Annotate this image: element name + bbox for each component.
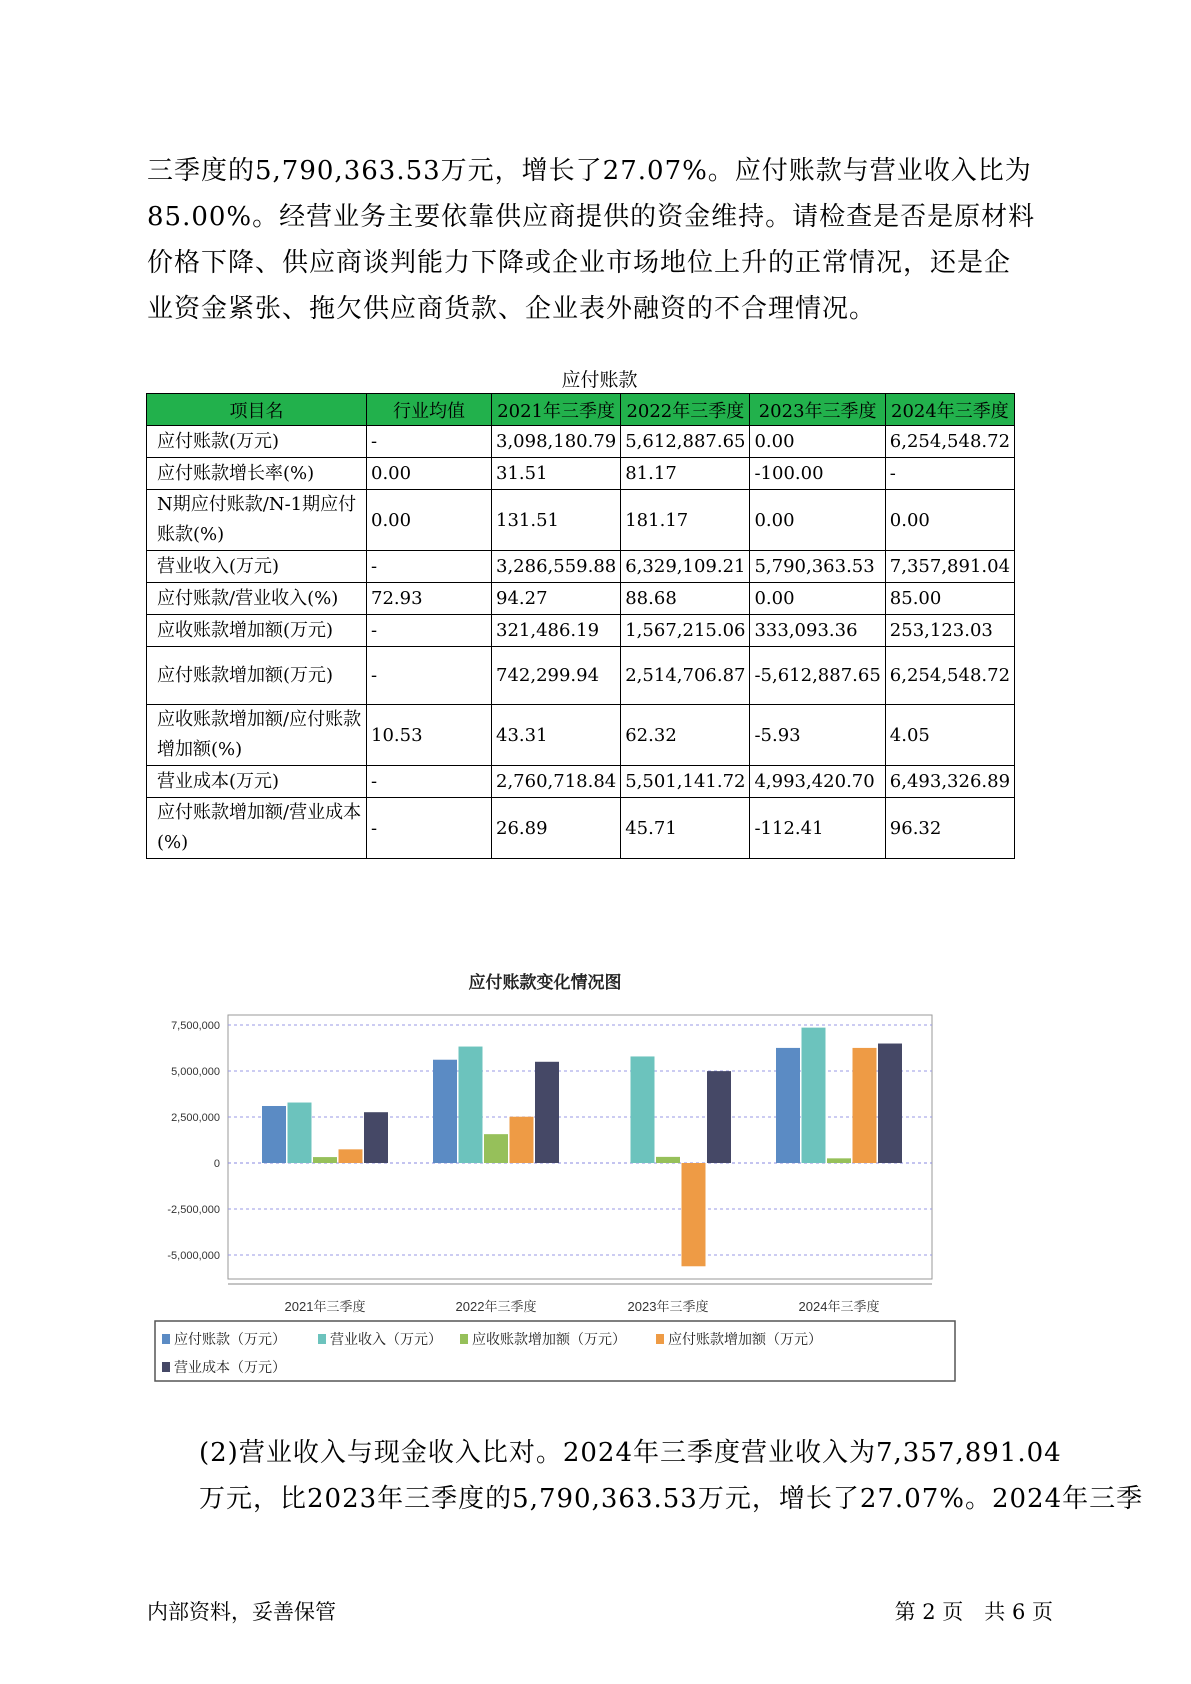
y-tick-label: 0	[213, 1158, 220, 1170]
table-cell: 2,760,718.84	[492, 766, 621, 798]
table-cell: 3,098,180.79	[492, 426, 621, 458]
table-cell: 85.00	[885, 583, 1014, 615]
table-cell: 5,790,363.53	[750, 551, 885, 583]
payables-chart	[150, 945, 960, 1375]
table-cell: 0.00	[885, 490, 1014, 551]
chart-svg	[150, 945, 960, 1375]
bar	[776, 1048, 800, 1163]
table-cell: 4.05	[885, 705, 1014, 766]
table-cell: 3,286,559.88	[492, 551, 621, 583]
table-row	[147, 426, 1015, 458]
legend-label: 应付账款增加额（万元）	[668, 1331, 822, 1347]
paragraph-line: (2)营业收入与现金收入比对。2024年三季度营业收入为7,357,891.04	[199, 1438, 1062, 1468]
table-cell: 181.17	[621, 490, 750, 551]
table-row	[147, 490, 1015, 551]
table-cell: 45.71	[621, 798, 750, 859]
table-row	[147, 583, 1015, 615]
header-period-2021: 2021年三季度	[492, 394, 621, 426]
payables-table	[146, 393, 1015, 859]
table-cell: -5.93	[750, 705, 885, 766]
x-tick-label: 2021年三季度	[284, 1299, 366, 1314]
table-cell: 0.00	[750, 583, 885, 615]
y-tick-label: -5,000,000	[167, 1250, 220, 1262]
table-cell: -	[367, 426, 492, 458]
table-caption: 应付账款	[561, 369, 638, 391]
table-cell: 6,329,109.21	[621, 551, 750, 583]
table-row	[147, 551, 1015, 583]
table-cell: 81.17	[621, 458, 750, 490]
header-industry-avg: 行业均值	[367, 394, 492, 426]
table-cell: 0.00	[750, 426, 885, 458]
bar	[459, 1047, 483, 1163]
table-cell: 4,993,420.70	[750, 766, 885, 798]
table-cell: -	[367, 551, 492, 583]
row-label: 应收账款增加额/应付账款增加额(%)	[147, 705, 367, 766]
y-tick-label: 5,000,000	[171, 1066, 220, 1078]
bar	[433, 1060, 457, 1163]
row-label: 应付账款/营业收入(%)	[147, 583, 367, 615]
table-cell: -112.41	[750, 798, 885, 859]
table-body	[147, 426, 1015, 859]
table-cell: -5,612,887.65	[750, 647, 885, 705]
legend-label: 应付账款（万元）	[174, 1331, 286, 1347]
table-cell: 1,567,215.06	[621, 615, 750, 647]
bar	[288, 1103, 312, 1163]
bar	[878, 1044, 902, 1163]
bar	[364, 1112, 388, 1163]
y-tick-label: 7,500,000	[171, 1020, 220, 1032]
x-tick-label: 2024年三季度	[798, 1299, 880, 1314]
bar	[802, 1028, 826, 1163]
legend-swatch	[656, 1334, 664, 1344]
table-cell: 62.32	[621, 705, 750, 766]
y-tick-label: -2,500,000	[167, 1204, 220, 1216]
legend-label: 应收账款增加额（万元）	[472, 1331, 626, 1347]
paragraph-line: 85.00%。经营业务主要依靠供应商提供的资金维持。请检查是否是原材料	[147, 202, 1036, 232]
row-label: 应付账款增长率(%)	[147, 458, 367, 490]
table-cell: 96.32	[885, 798, 1014, 859]
table-cell: -	[367, 798, 492, 859]
bar	[853, 1048, 877, 1163]
table-cell: 10.53	[367, 705, 492, 766]
row-label: N期应付账款/N-1期应付账款(%)	[147, 490, 367, 551]
y-tick-label: 2,500,000	[171, 1112, 220, 1124]
bar	[827, 1158, 851, 1163]
paragraph-line: 万元，比2023年三季度的5,790,363.53万元，增长了27.07%。2024年三季	[199, 1484, 1144, 1514]
legend-label: 营业成本（万元）	[174, 1359, 286, 1375]
legend-swatch	[162, 1334, 170, 1344]
table-cell: 5,612,887.65	[621, 426, 750, 458]
row-label: 营业收入(万元)	[147, 551, 367, 583]
table-row	[147, 766, 1015, 798]
table-cell: -	[367, 647, 492, 705]
legend-label: 营业收入（万元）	[330, 1331, 442, 1347]
page-number: 第 2 页 共 6 页	[894, 1600, 1053, 1624]
table-cell: 72.93	[367, 583, 492, 615]
bar	[707, 1071, 731, 1163]
paragraph-top	[147, 148, 1067, 332]
plot-area	[228, 1015, 932, 1279]
table-cell: 6,254,548.72	[885, 426, 1014, 458]
bar	[510, 1117, 534, 1163]
legend-swatch	[162, 1362, 170, 1372]
chart-title: 应付账款变化情况图	[468, 973, 622, 992]
x-tick-label: 2022年三季度	[455, 1299, 537, 1314]
table-cell: 0.00	[367, 458, 492, 490]
table-row	[147, 705, 1015, 766]
legend-swatch	[460, 1334, 468, 1344]
table-cell: 333,093.36	[750, 615, 885, 647]
x-tick-label: 2023年三季度	[627, 1299, 709, 1314]
table-cell: 321,486.19	[492, 615, 621, 647]
bar-layer	[262, 1028, 902, 1267]
bar	[631, 1056, 655, 1163]
row-label: 应付账款增加额/营业成本(%)	[147, 798, 367, 859]
table-header-row	[147, 394, 1015, 426]
table-row	[147, 615, 1015, 647]
table-cell: 0.00	[750, 490, 885, 551]
table-cell: 31.51	[492, 458, 621, 490]
table-cell: 5,501,141.72	[621, 766, 750, 798]
row-label: 营业成本(万元)	[147, 766, 367, 798]
table-cell: -	[885, 458, 1014, 490]
legend-swatch	[318, 1334, 326, 1344]
header-period-2023: 2023年三季度	[750, 394, 885, 426]
row-label: 应付账款(万元)	[147, 426, 367, 458]
row-label: 应付账款增加额(万元)	[147, 647, 367, 705]
table-cell: 0.00	[367, 490, 492, 551]
x-axis-labels	[285, 1299, 880, 1314]
bar	[484, 1134, 508, 1163]
table-cell: -100.00	[750, 458, 885, 490]
table-cell: 7,357,891.04	[885, 551, 1014, 583]
paragraph-line: 三季度的5,790,363.53万元，增长了27.07%。应付账款与营业收入比为	[147, 156, 1032, 186]
header-period-2024: 2024年三季度	[885, 394, 1014, 426]
paragraph-line: 业资金紧张、拖欠供应商货款、企业表外融资的不合理情况。	[147, 294, 877, 324]
table-cell: 131.51	[492, 490, 621, 551]
footer-note: 内部资料，妥善保管	[147, 1600, 336, 1624]
table-cell: -	[367, 615, 492, 647]
table-row	[147, 458, 1015, 490]
table-cell: -	[367, 766, 492, 798]
bar	[262, 1106, 286, 1163]
table-cell: 88.68	[621, 583, 750, 615]
bar	[656, 1157, 680, 1163]
paragraph-line: 价格下降、供应商谈判能力下降或企业市场地位上升的正常情况，还是企	[147, 248, 1012, 278]
bar	[682, 1163, 706, 1266]
bar	[339, 1149, 363, 1163]
header-period-2022: 2022年三季度	[621, 394, 750, 426]
table-cell: 6,493,326.89	[885, 766, 1014, 798]
table-cell: 742,299.94	[492, 647, 621, 705]
bar	[313, 1157, 337, 1163]
row-label: 应收账款增加额(万元)	[147, 615, 367, 647]
table-cell: 26.89	[492, 798, 621, 859]
table-cell: 94.27	[492, 583, 621, 615]
legend	[162, 1331, 822, 1375]
header-item-name: 项目名	[147, 394, 367, 426]
table-cell: 2,514,706.87	[621, 647, 750, 705]
bar	[535, 1062, 559, 1163]
table-cell: 253,123.03	[885, 615, 1014, 647]
table-cell: 43.31	[492, 705, 621, 766]
table-cell: 6,254,548.72	[885, 647, 1014, 705]
paragraph-bottom	[147, 1430, 1144, 1522]
table-row	[147, 647, 1015, 705]
table-row	[147, 798, 1015, 859]
